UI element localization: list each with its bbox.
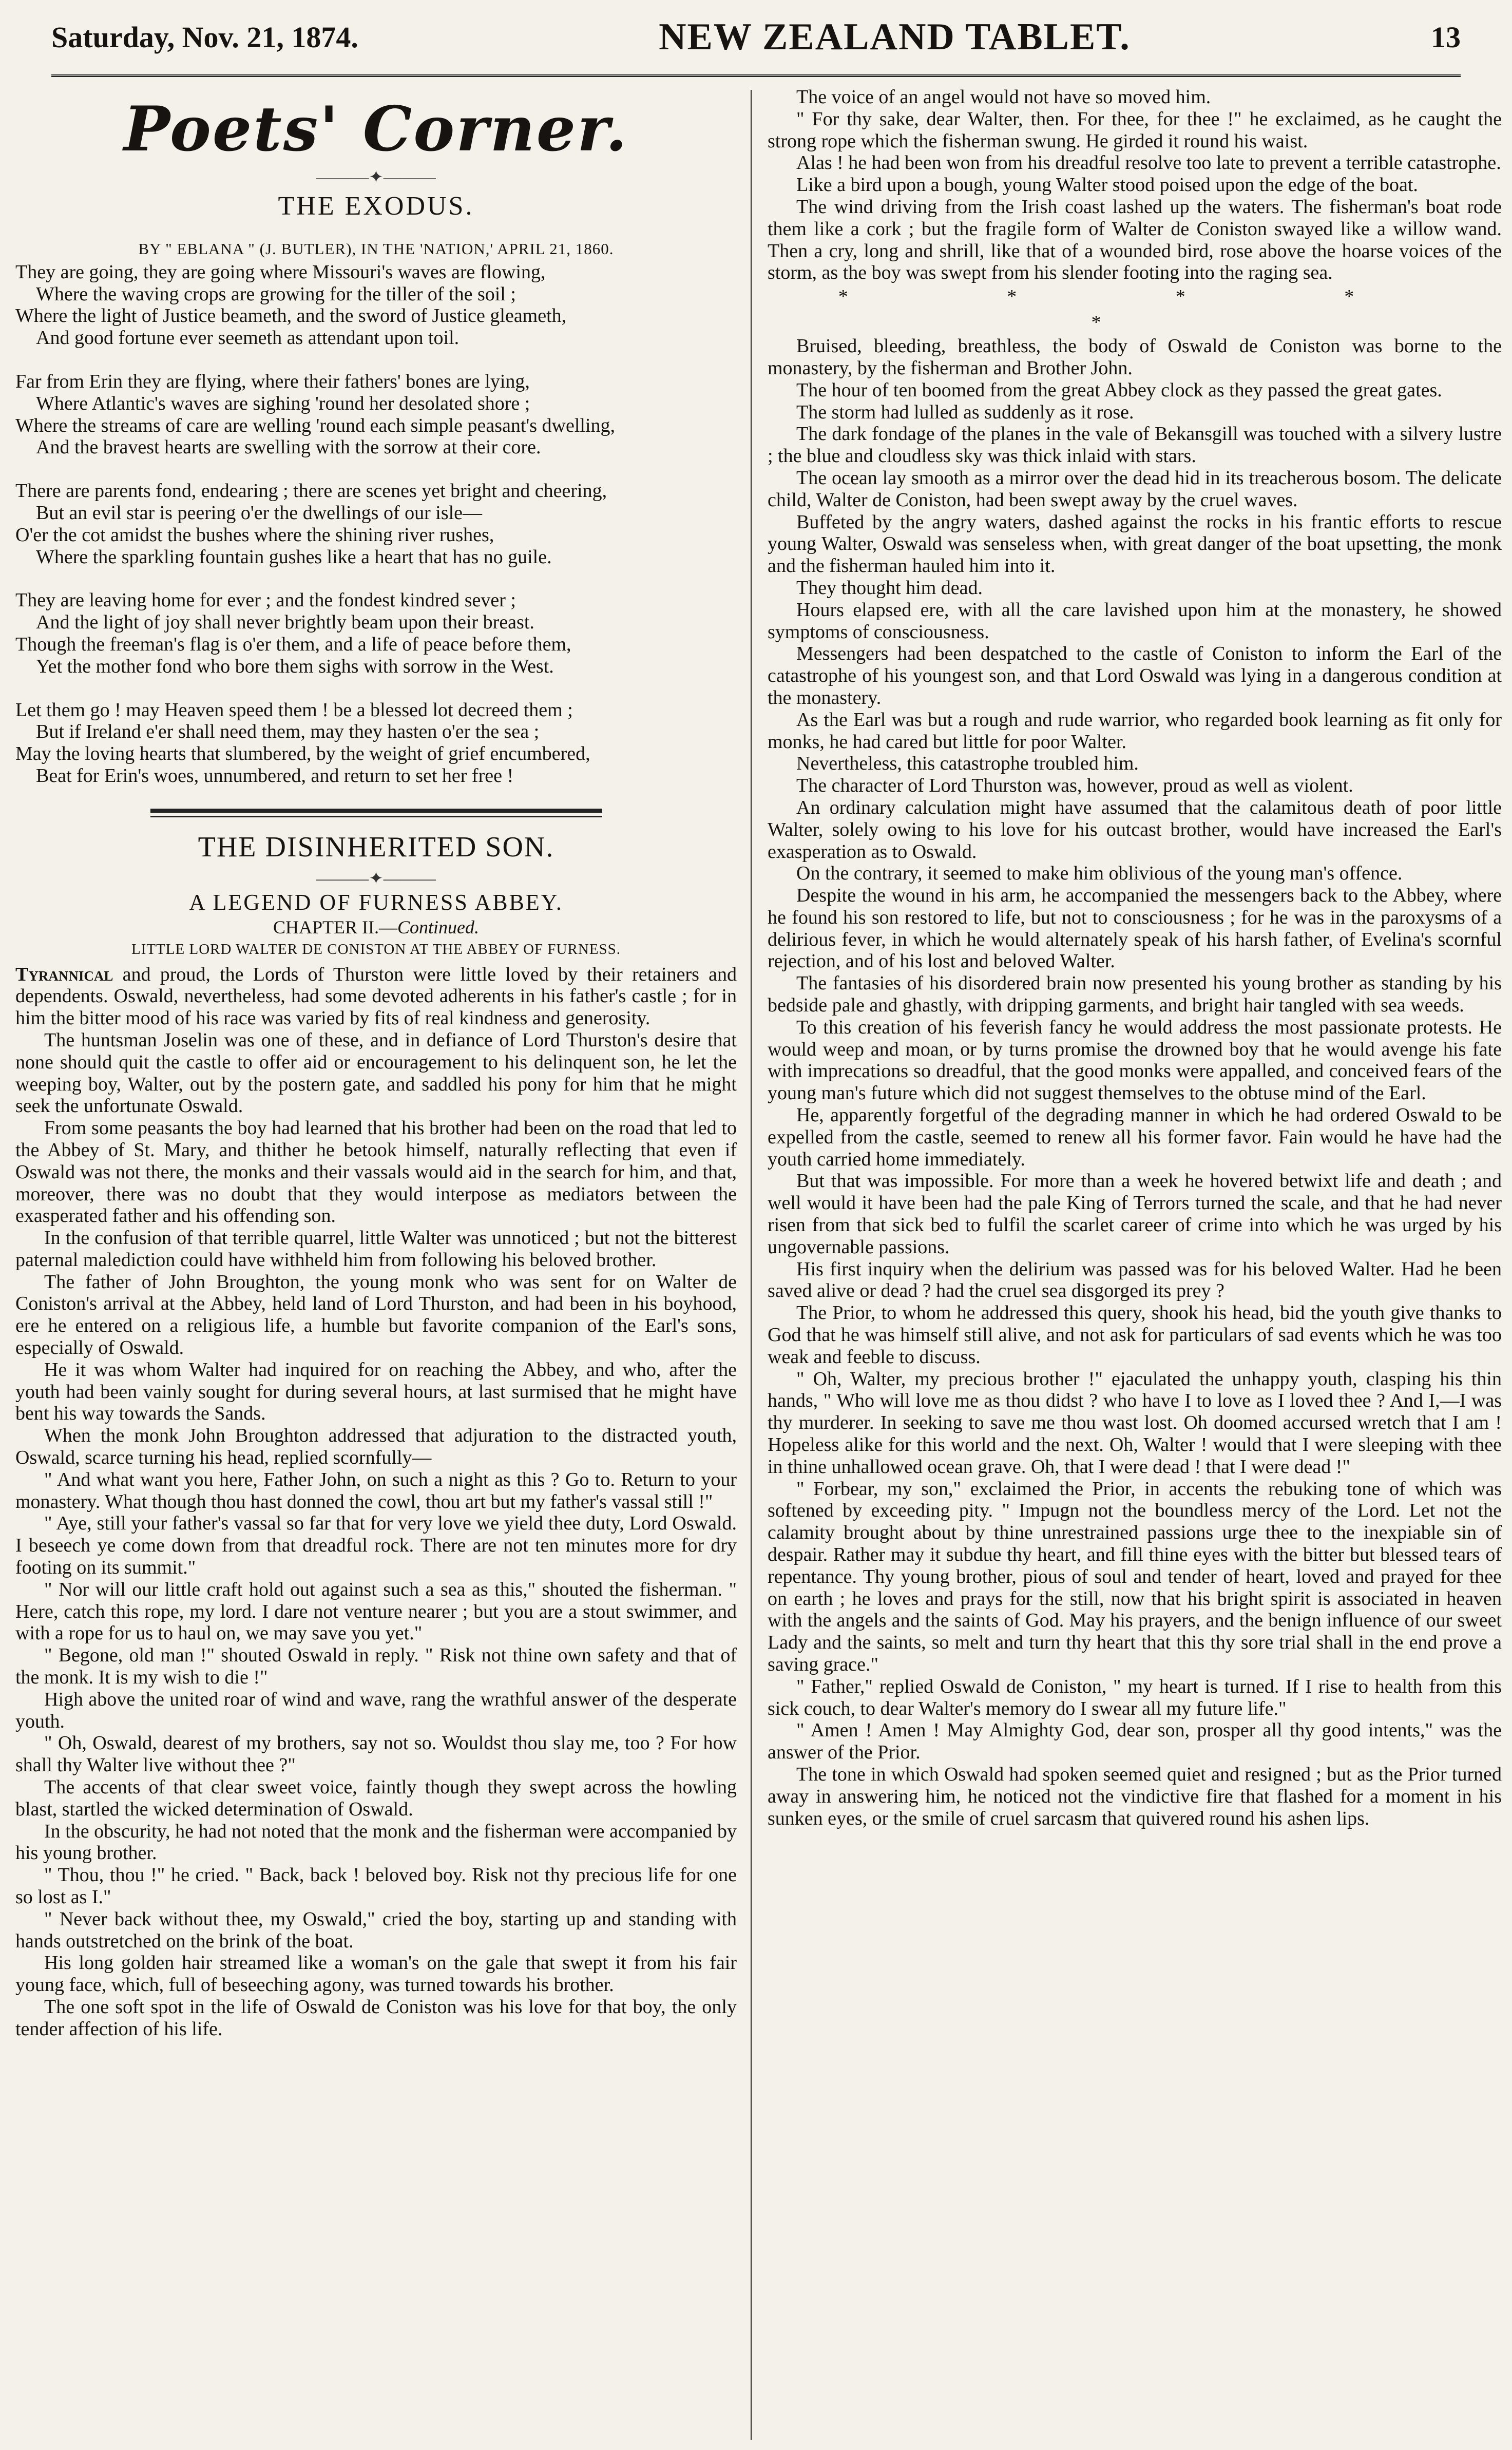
story-paragraph: Buffeted by the angry waters, dashed against the rocks in his frantic efforts to rescue young Walter, Oswald was senseless when, with great danger of the boat upsetting, the monk and the fisherman hauled him into it. — [768, 511, 1502, 577]
story-paragraph: " Nor will our little craft hold out against such a sea as this," shouted the fisherman. " Here, catch this rope, my lord. I dare not venture nearer ; but you are a stout swimmer, and with a rope for us to haul on, we may save you yet." — [15, 1578, 737, 1644]
story-paragraph: Despite the wound in his arm, he accompanied the messengers back to the Abbey, where he found his son restored to life, but not to consciousness ; for he was in the paroxysms of a delirious fever, in which he would alternately speak of his harsh father, of Evelina's scornful rejection, and of his lost and beloved Walter. — [768, 885, 1502, 972]
story-paragraph: The fantasies of his disordered brain now presented his young brother as standing by his bedside pale and ghastly, with dripping garments, and bright hair tangled with sea weeds. — [768, 972, 1502, 1017]
poem-line: Where the light of Justice beameth, and the sword of Justice gleameth, — [15, 305, 567, 327]
story-paragraph: The character of Lord Thurston was, however, proud as well as violent. — [796, 775, 1353, 797]
poem-stanza — [15, 371, 737, 458]
story-paragraph: An ordinary calculation might have assumed that the calamitous death of poor little Walter, solely owing to his love for his outcast brother, would have increased the Earl's exasperation as to Oswald. — [768, 796, 1502, 863]
story-paragraph: The one soft spot in the life of Oswald de Coniston was his love for that boy, the only tender affection of his life. — [15, 1996, 737, 2040]
story-paragraph: When the monk John Broughton addressed that adjuration to the distracted youth, Oswald, scarce turning his head, replied scornfully— — [15, 1425, 737, 1469]
story-paragraph: From some peasants the boy had learned that his brother had been on the road that led to the Abbey of St. Mary, and thither he betook himself, naturally reflecting that even if Oswald was not there, the monks and their vassals would aid in the search for him, and that, moreover, there was no doubt that they would interpose as mediators between the exasperated father and his offending son. — [15, 1117, 737, 1227]
story-paragraph: He it was whom Walter had inquired for on reaching the Abbey, and who, after the youth had been vainly sought for during several hours, at last surmised that he might have bent his way towards the Sands. — [15, 1358, 737, 1425]
poem-line: But if Ireland e'er shall need them, may they hasten o'er the sea ; — [36, 721, 540, 743]
poem-line: May the loving hearts that slumbered, by the weight of grief encumbered, — [15, 743, 590, 765]
story-paragraph: " Thou, thou !" he cried. " Back, back ! beloved boy. Risk not thy precious life for one so lost as I." — [15, 1864, 737, 1908]
poem-line: And the bravest hearts are swelling with the sorrow at their core. — [36, 436, 541, 458]
story-paragraph — [15, 964, 737, 1029]
story-paragraph: " Aye, still your father's vassal so far that for very love we yield thee duty, Lord Oswald. I beseech ye come down from that dreadful rock. There are not ten minutes more for dry footing on its summit." — [15, 1513, 737, 1579]
story-paragraph: The voice of an angel would not have so moved him. — [796, 86, 1211, 108]
story-paragraph: " Begone, old man !" shouted Oswald in reply. " Risk not thine own safety and that of the monk. It is my wish to die !" — [15, 1644, 737, 1689]
story-first-word: Tyrannical — [15, 963, 113, 985]
poem-line: Where the streams of care are welling 'round each simple peasant's dwelling, — [15, 414, 616, 436]
story-paragraph: " Forbear, my son," exclaimed the Prior, in accents the rebuking tone of which was softened by exceeding pity. " Impugn not the boundless mercy of the Lord. Let not the calamity brought about by thine unrestrained passions urge thee to the inexpiable sin of despair. Rather may it subdue thy heart, and fill thine eyes with the bitter but blessed tears of repentance. Thy young brother, pious of soul and tender of heart, loved and prayed for thee on earth ; he loves and prays for the still, now that his bright spirit is associated in heaven with the angels and the saints of God. May his prayers, and the benign influence of our sweet Lady and the saints, so melt and turn thy heart that this thy sore trial shall in the end prove a saving grace." — [768, 1478, 1502, 1675]
story-paragraph: The storm had lulled as suddenly as it rose. — [796, 401, 1134, 423]
poem-line: They are going, they are going where Missouri's waves are flowing, — [15, 261, 546, 283]
story-paragraph: But that was impossible. For more than a week he hovered betwixt life and death ; and well would it have been had the pale King of Terrors turned the scale, and that he had never risen from that sick bed to fulfil the scarlet career of crime into which he was urged by his ungovernable passions. — [768, 1170, 1502, 1258]
poem-line: Let them go ! may Heaven speed them ! be a blessed lot decreed them ; — [15, 699, 573, 721]
chapter-label: CHAPTER II.— — [273, 916, 397, 937]
poem-line: But an evil star is peering o'er the dwellings of our isle— — [36, 502, 483, 524]
poem-line: Where the sparkling fountain gushes like a heart that has no guile. — [36, 546, 552, 568]
story-paragraph: The hour of ten boomed from the great Abbey clock as they passed the great gates. — [796, 379, 1442, 401]
poem-line: O'er the cot amidst the bushes where the shining river rushes, — [15, 524, 494, 546]
story-paragraph: The huntsman Joselin was one of these, and in defiance of Lord Thurston's desire that none should quit the castle to offer aid or encouragement to his delinquent son, he let the weeping boy, Walter, out by the postern gate, and saddled his pony for him that he might seek the unfortunate Oswald. — [15, 1029, 737, 1117]
story-paragraph: Hours elapsed ere, with all the care lavished upon him at the monastery, he showed symptoms of consciousness. — [768, 599, 1502, 643]
poem-body — [15, 261, 737, 787]
chapter-note: Continued. — [397, 916, 479, 937]
section-rule — [150, 809, 602, 817]
poem-line: Far from Erin they are flying, where their fathers' bones are lying, — [15, 370, 530, 392]
poem-stanza — [15, 699, 737, 787]
story-title: THE DISINHERITED SON. — [198, 831, 554, 863]
poem-line: Where Atlantic's waves are sighing 'round her desolated shore ; — [36, 392, 530, 414]
section-break: * * * * * — [838, 286, 1431, 334]
story-paragraph: " For thy sake, dear Walter, then. For thee, for thee !" he exclaimed, as he caught the strong rope which the fisherman swung. He girded it round his waist. — [768, 108, 1502, 152]
poem-title: THE EXODUS. — [278, 192, 474, 221]
poem-byline: BY " EBLANA " (J. BUTLER), IN THE 'NATION,' APRIL 21, 1860. — [138, 240, 614, 258]
story-paragraph: Alas ! he had been won from his dreadful resolve too late to prevent a terrible catastrophe. — [796, 152, 1501, 174]
story-paragraph: " Oh, Oswald, dearest of my brothers, say not so. Wouldst thou slay me, too ? For how shall thy Walter live without thee ?" — [15, 1732, 737, 1776]
story-subtitle: A LEGEND OF FURNESS ABBEY. — [189, 889, 563, 915]
story-paragraph: As the Earl was but a rough and rude warrior, who regarded book learning as fit only for monks, he had cared but little for poor Walter. — [768, 709, 1502, 753]
page-header — [51, 0, 1461, 77]
poem-stanza — [15, 589, 737, 677]
right-column — [768, 86, 1502, 2445]
story-paragraph: Bruised, bleeding, breathless, the body of Oswald de Coniston was borne to the monastery, by the fisherman and Brother John. — [768, 335, 1502, 379]
story-paragraph: His first inquiry when the delirium was passed was for his beloved Walter. Had he been saved alive or dead ? had the cruel sea disgorged its prey ? — [768, 1258, 1502, 1302]
issue-date: Saturday, Nov. 21, 1874. — [51, 21, 358, 54]
story-paragraph: The dark fondage of the planes in the vale of Bekansgill was touched with a silvery lustre ; the blue and cloudless sky was thick inlaid with stars. — [768, 423, 1502, 467]
column-divider — [751, 90, 752, 2440]
poem-line: There are parents fond, endearing ; there are scenes yet bright and cheering, — [15, 480, 607, 502]
story-paragraph: " Never back without thee, my Oswald," cried the boy, starting up and standing with hands outstretched on the brink of the boat. — [15, 1908, 737, 1952]
story-paragraph: Messengers had been despatched to the castle of Coniston to inform the Earl of the catastrophe of his youngest son, and that Lord Oswald was lying in a dangerous condition at the monastery. — [768, 643, 1502, 709]
story-paragraph: Like a bird upon a bough, young Walter stood poised upon the edge of the boat. — [796, 174, 1418, 196]
story-paragraph: They thought him dead. — [796, 577, 983, 599]
ornament-divider: ———✦——— — [316, 168, 436, 187]
story-paragraph: To this creation of his feverish fancy he would address the most passionate protests. He would weep and moan, or by turns promise the drowned boy that he would avenge his fate with imprecations so dreadful, that the good monks were appalled, and conceived fears of the young man's future which did not suggest themselves to the obtuse mind of the Earl. — [768, 1016, 1502, 1104]
story-paragraph: The Prior, to whom he addressed this query, shook his head, bid the youth give thanks to God that he was himself still alive, and not ask for particulars of sad events which he was too weak and feeble to discuss. — [768, 1302, 1502, 1368]
story-paragraph: High above the united roar of wind and wave, rang the wrathful answer of the desperate youth. — [15, 1688, 737, 1732]
poem-line: They are leaving home for ever ; and the fondest kindred sever ; — [15, 589, 516, 611]
story-paragraph: The wind driving from the Irish coast lashed up the waters. The fisherman's boat rode them like a cork ; but the fragile form of Walter de Coniston swayed like a willow wand. Then a cry, long and shrill, like that of a wounded bird, rose above the hoarse voices of the storm, as the boy was swept from his slender footing into the raging sea. — [768, 196, 1502, 284]
story-left-text — [15, 964, 737, 2040]
story-paragraph: " And what want you here, Father John, on such a night as this ? Go to. Return to your monastery. What though thou hast donned the cowl, thou art but my father's vassal still !" — [15, 1468, 737, 1513]
poem-line: Beat for Erin's woes, unnumbered, and return to set her free ! — [36, 764, 514, 787]
left-column — [15, 86, 737, 2445]
story-paragraph-text: and proud, the Lords of Thurston were little loved by their retainers and dependents. Oswald, nevertheless, had some devoted adherents in his father's castle ; for in him the bitter mood of his race was varied by fits of real kindness and generosity. — [15, 963, 737, 1029]
section-title-poets-corner: Poets' Corner. — [123, 93, 629, 165]
poem-line: Where the waving crops are growing for the tiller of the soil ; — [36, 283, 516, 305]
ornament-divider: ———✦——— — [316, 869, 436, 888]
poem-line: And the light of joy shall never brightly beam upon their breast. — [36, 611, 534, 634]
story-paragraph: On the contrary, it seemed to make him oblivious of the young man's offence. — [796, 863, 1403, 885]
poem-line: Yet the mother fond who bore them sighs with sorrow in the West. — [36, 655, 554, 677]
story-paragraph: He, apparently forgetful of the degrading manner in which he had ordered Oswald to be expelled from the castle, seemed to renew all his former favor. Fain would he have had the youth carried home immediately. — [768, 1104, 1502, 1170]
story-paragraph: The tone in which Oswald had spoken seemed quiet and resigned ; but as the Prior turned away in answering him, he noticed not the vindictive fire that flashed for a moment in his sunken eyes, or the smile of cruel sarcasm that quivered round his ashen lips. — [768, 1763, 1502, 1829]
chapter-heading — [15, 916, 737, 939]
story-paragraph: " Father," replied Oswald de Coniston, " my heart is turned. If I rise to health from this sick couch, to dear Walter's memory do I swear all my future life." — [768, 1675, 1502, 1719]
story-paragraph: The father of John Broughton, the young monk who was sent for on Walter de Coniston's arrival at the Abbey, held land of Lord Thurston, and had been in his boyhood, ere he entered on a religious life, a humble but favorite companion of the Earl's sons, especially of Oswald. — [15, 1271, 737, 1359]
story-paragraph: " Amen ! Amen ! May Almighty God, dear son, prosper all thy good intents," was the answer of the Prior. — [768, 1719, 1502, 1764]
story-paragraph: His long golden hair streamed like a woman's on the gale that swept it from his fair young face, which, full of beseeching agony, was turned towards his brother. — [15, 1952, 737, 1996]
story-paragraph: The accents of that clear sweet voice, faintly though they swept across the howling blast, startled the wicked determination of Oswald. — [15, 1776, 737, 1820]
story-paragraph: In the confusion of that terrible quarrel, little Walter was unnoticed ; but not the bitterest paternal malediction could have withheld him from following his beloved brother. — [15, 1227, 737, 1271]
poem-line: Though the freeman's flag is o'er them, and a life of peace before them, — [15, 633, 571, 655]
chapter-subheading: LITTLE LORD WALTER DE CONISTON AT THE ABBEY OF FURNESS. — [131, 941, 621, 958]
masthead: NEW ZEALAND TABLET. — [659, 16, 1131, 58]
story-paragraph: " Oh, Walter, my precious brother !" ejaculated the unhappy youth, clasping his thin hands, " Who will love me as thou didst ? who have I to love as I loved thee ? And I,—I was thy murderer. In seeking to save me thou wast lost. Oh doomed accursed wretch that I am ! Hopeless alike for this world and the next. Oh, Walter ! would that I were sleeping with thee in thine unhallowed ocean grave. Oh, that I were dead ! that I were dead !" — [768, 1368, 1502, 1478]
story-right-text — [768, 86, 1502, 1829]
story-paragraph: In the obscurity, he had not noted that the monk and the fisherman were accompanied by his young brother. — [15, 1820, 737, 1864]
story-paragraph: The ocean lay smooth as a mirror over the dead hid in its treacherous bosom. The delicate child, Walter de Coniston, had been swept away by the cruel waves. — [768, 467, 1502, 511]
poem-stanza — [15, 261, 737, 349]
page-number: 13 — [1431, 21, 1461, 54]
poem-stanza — [15, 480, 737, 568]
poem-line: And good fortune ever seemeth as attendant upon toil. — [36, 327, 460, 349]
story-paragraph: Nevertheless, this catastrophe troubled him. — [796, 753, 1139, 775]
